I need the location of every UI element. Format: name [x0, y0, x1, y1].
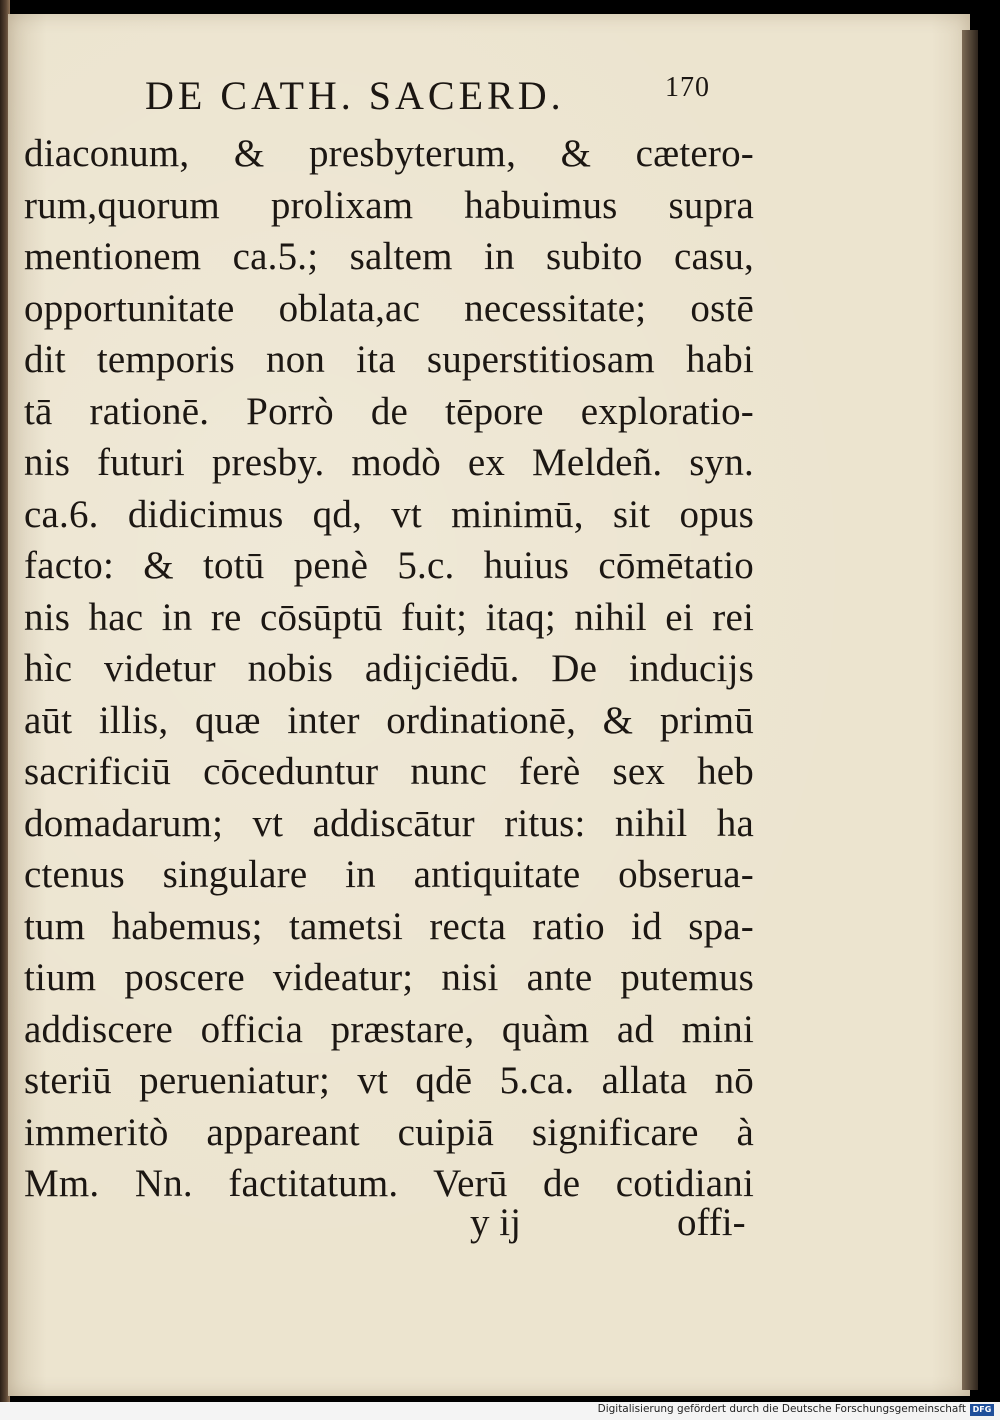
text-line: mentionem ca.5.; saltem in subito casu,: [24, 235, 754, 278]
catchline: [60, 1200, 760, 1250]
text-line: tium poscere videatur; nisi ante putemus: [24, 956, 754, 999]
text-line: opportunitate oblata,ac necessitate; ostē: [24, 286, 754, 330]
funding-credit: Digitalisierung gefördert durch die Deutsche Forschungsgemeinschaft: [597, 1403, 966, 1415]
text-line: nis hac in re cōsūptū fuit; itaq; nihil ei rei: [24, 595, 754, 639]
catchword: offi-: [677, 1201, 746, 1244]
text-line: steriū perueniatur; vt qdē 5.ca. allata nō: [24, 1059, 754, 1102]
page-header: [145, 72, 730, 122]
page-number: 170: [665, 72, 710, 103]
main-text-block: [24, 128, 754, 1210]
text-line: rum,quorum prolixam habuimus supra: [24, 183, 754, 227]
text-line: domadarum; vt addiscātur ritus: nihil ha: [24, 801, 754, 845]
text-line: Mm. Nn. factitatum. Verū de cotidiani: [24, 1162, 754, 1205]
text-line: tā rationē. Porrò de tēpore exploratio-: [24, 389, 754, 433]
text-line: ca.6. didicimus qd, vt minimū, sit opus: [24, 492, 754, 536]
text-line: tum habemus; tametsi recta ratio id spa-: [24, 904, 754, 948]
text-line: ctenus singulare in antiquitate obserua-: [24, 853, 754, 896]
text-line: diaconum, & presbyterum, & cætero-: [24, 132, 754, 175]
text-line: aūt illis, quæ inter ordinationē, & primū: [24, 698, 754, 742]
text-line: hìc videtur nobis adijciēdū. De inducijs: [24, 647, 754, 690]
page-fore-edge-shadow: [962, 30, 978, 1390]
dfg-logo: DFG: [970, 1404, 994, 1416]
running-title: DE CATH. SACERD.: [145, 73, 565, 118]
text-line: nis futuri presby. modò ex Meldeñ. syn.: [24, 441, 754, 484]
text-line: sacrificiū cōceduntur nunc ferè sex heb: [24, 750, 754, 793]
text-line: addiscere officia præstare, quàm ad mini: [24, 1007, 754, 1051]
text-line: immeritò appareant cuipiā significare à: [24, 1110, 754, 1154]
text-line: facto: & totū penè 5.c. huius cōmētatio: [24, 544, 754, 587]
text-line: dit temporis non ita superstitiosam habi: [24, 338, 754, 381]
signature-mark: y ij: [470, 1201, 521, 1244]
